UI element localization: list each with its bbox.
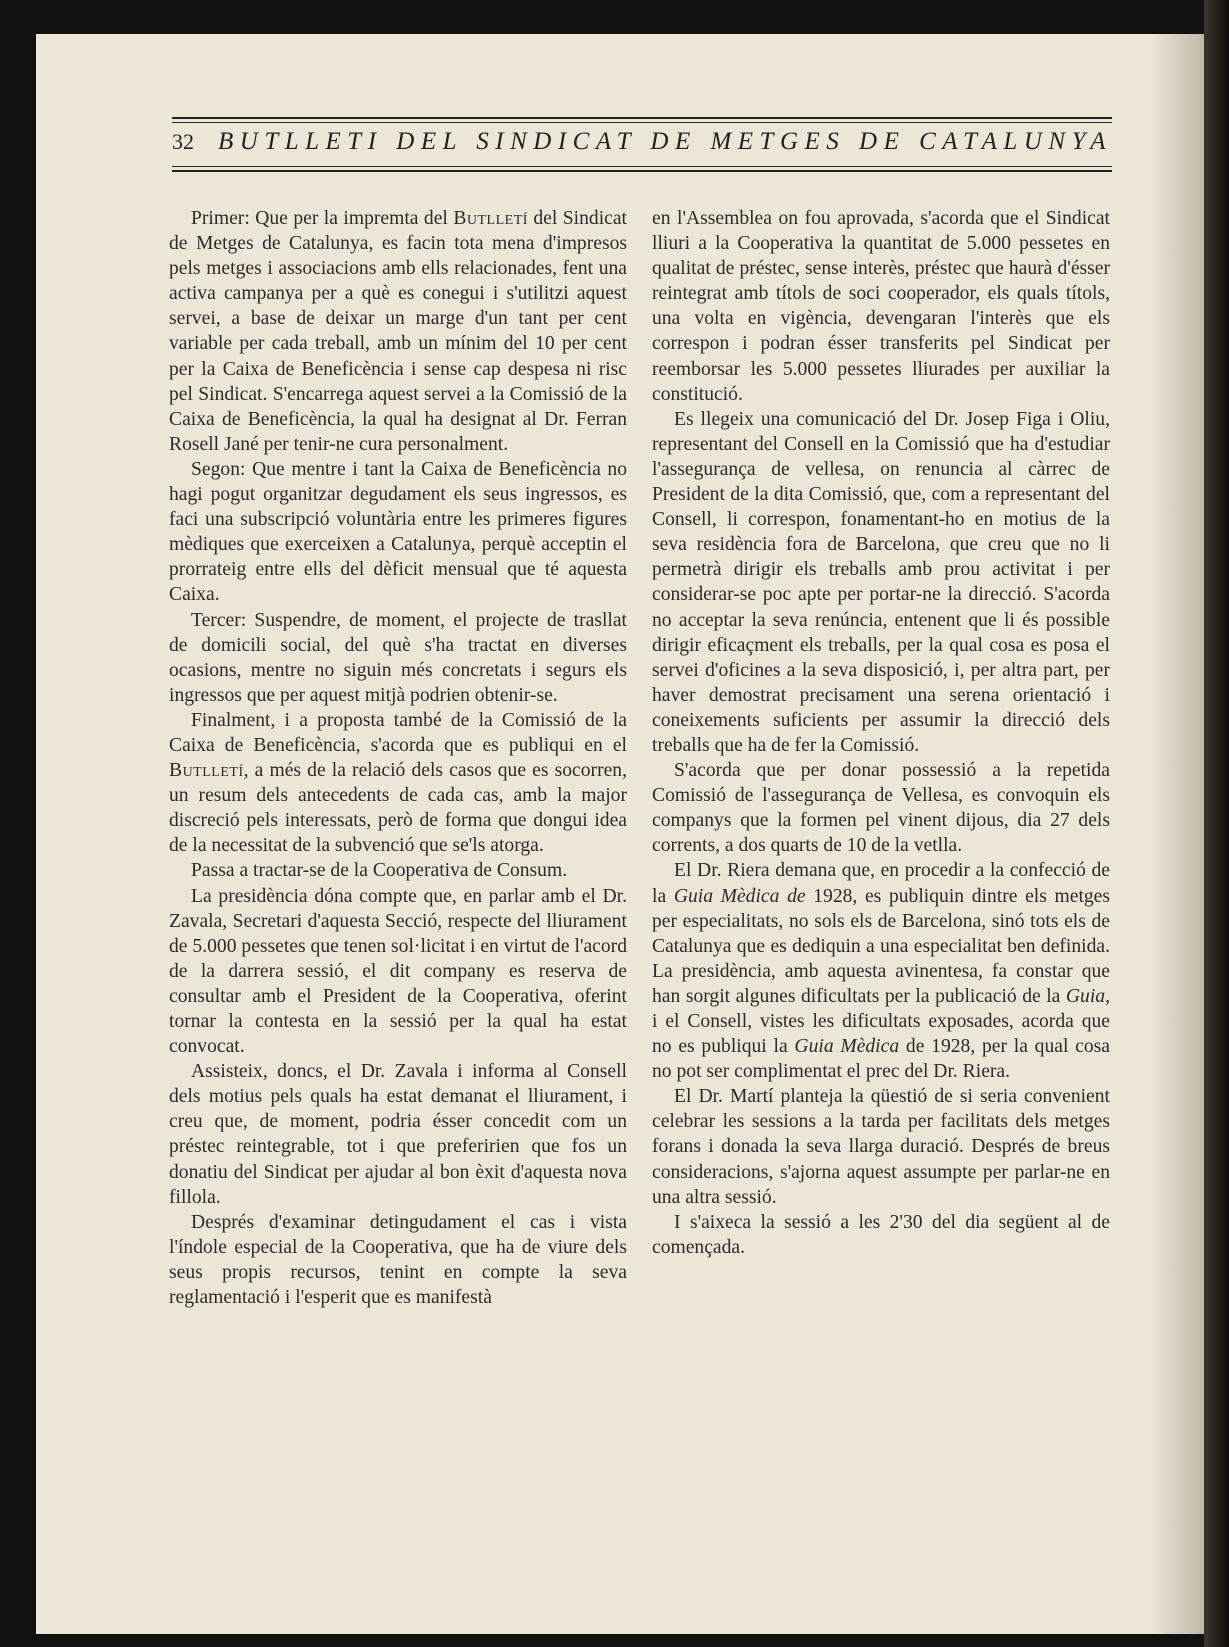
header-rule-top-1: [172, 117, 1112, 119]
right-column: [652, 206, 1110, 1260]
header-rule-top-2: [172, 122, 1112, 123]
page-number: 32: [172, 129, 194, 154]
paragraph-aixeca: I s'aixeca la sessió a les 2'30 del dia següent al de començada.: [652, 1211, 1110, 1258]
paragraph-assemblea: en l'Assemblea on fou aprovada, s'acorda que el Sindicat lliuri a la Cooperativa la quantitat de 5.000 pessetes en qualitat de préstec, sense interès, préstec que haurà d'ésser reintegrat amb títols de soci cooperador, els quals títols, una volta en vigència, devengaran l'interès que els correspon i podran ésser transferits pel Sindicat per reemborsar les 5.000 pessetes lliurades per auxiliar la constitució.: [652, 208, 1110, 405]
paragraph-tercer: [169, 608, 627, 708]
paragraph-cooperativa: Passa a tractar-se de la Cooperativa de Consum.: [191, 860, 568, 882]
label-tercer: Tercer:: [191, 609, 247, 631]
paragraph-finalment: [169, 708, 627, 859]
italic-guia: Guia,: [1065, 985, 1110, 1007]
label-primer: Primer:: [191, 208, 250, 229]
text-span: Finalment, i a proposta també de la Comissió de la Caixa de Beneficència, s'acorda que es publiqui en el: [169, 709, 627, 756]
paragraph-marti: El Dr. Martí planteja la qüestió de si seria convenient celebrar les sessions a la tarda per facilitats dels metges forans i donada la seva llarga duració. Després de breus consideracions, s'ajorna aquest assumpte per parlar-ne en una altra sessió.: [652, 1086, 1110, 1208]
page-spine-shadow: [1150, 34, 1204, 1634]
text-span: Suspendre, de moment, el projecte de trasllat de domicili social, del què s'ha tractat en diverses ocasions, mentre no siguin més concretats i segurs els ingressos que per aquest mitjà podrien obtenir-se.: [169, 609, 627, 706]
paragraph-figa: Es llegeix una comunicació del Dr. Josep Figa i Oliu, representant del Consell en la Comissió que ha d'estudiar l'assegurança de vellesa, on renuncia al càrrec de President de la dita Comissió, que, com a representant del Consell, li correspon, fonamentant-ho en motius de la seva residència fora de Barcelona, que creu que no li permetrà dirigir els treballs amb prou activitat i per considerar-se poc apte per portar-ne la direcció. S'acorda no acceptar la seva renúncia, entenent que li és possible dirigir eficaçment els treballs, per la qual cosa es posa el servei d'oficines a la seva disposició, i, per altra part, per haver demostrat precisament una serena orientació i coneixements suficients per assumir la direcció dels treballs que ha de fer la Comissió.: [652, 408, 1110, 756]
text-span: Que mentre i tant la Caixa de Beneficència no hagi pogut organitzar degudament els seus ingressos, es faci una subscripció voluntària entre les primeres figures mèdiques que exerceixen a Catalunya, perquè acceptin el prorrateig entre ells del dèficit mensual que té aquesta Caixa.: [169, 458, 627, 606]
paragraph-segon: [169, 457, 627, 608]
paragraph-riera: [652, 858, 1110, 1084]
header-rule-bottom-1: [172, 166, 1112, 167]
text-span: Que per la impremta del: [255, 208, 448, 229]
butlleti-smallcaps: Butlletí: [169, 760, 244, 782]
paragraph-possessio: S'acorda que per donar possessió a la repetida Comissió de l'assegurança de Vellesa, es convoquin els companys que la formen pel vinent dijous, dia 27 dels corrents, a dos quarts de 10 de la vetlla.: [652, 760, 1110, 857]
italic-guia-medica: Guia Mèdica de: [673, 885, 806, 907]
left-column: [169, 206, 627, 1310]
paragraph-despres: Després d'examinar detingudament el cas i vista l'índole especial de la Cooperativa, que ha de viure dels seus propis recursos, tenint en compte la seva reglamentació i l'esperit que es manifestà: [169, 1211, 627, 1309]
book-edge: [1204, 0, 1229, 1647]
paragraph-primer: [169, 206, 627, 457]
text-span: El Dr. Riera demana que, en procedir a la confecció de la: [652, 860, 1110, 907]
italic-guia-medica: Guia Mèdica: [794, 1036, 900, 1058]
label-segon: Segon:: [191, 458, 246, 480]
text-span: de 1928, per la qual cosa no pot ser complimentat el prec del Dr. Riera.: [652, 1036, 1110, 1083]
text-span: i el Consell, vistes les dificultats exposades, acorda que no es publiqui la: [652, 1011, 1110, 1058]
text-span: del Sindicat de Metges de Catalunya, es facin tota mena d'impresos pels metges i associacions amb ells relacionades, fent una activa campanya per a què es conegui i s'utilitzi aquest servei, a base de deixar un marge d'un tant per cent variable per cada treball, amb un mínim del 10 per cent per la Caixa de Beneficència i sense cap despesa ni risc pel Sindicat. S'encarrega aquest servei a la Comissió de la Caixa de Beneficència, la qual ha designat al Dr. Ferran Rosell Jané per tenir-ne cura personalment.: [169, 208, 627, 455]
running-header: [172, 128, 1112, 162]
paragraph-assisteix: Assisteix, doncs, el Dr. Zavala i informa al Consell dels motius pels quals ha estat demanat el lliurament, i creu que, de moment, podria ésser concedit com un préstec reintegrable, tot i que preferirien que fos un donatiu del Sindicat per ajudar al bon èxit d'aquesta nova fillola.: [169, 1061, 627, 1208]
text-span: 1928, es publiquin dintre els metges per especialitats, no sols els de Barcelona, sinó tots els de Catalunya que es dediquin a una especialitat ben definida. La presidència, amb aquesta avinentesa, fa constar que han sorgit algunes dificultats per la publicació de la: [652, 885, 1111, 1007]
header-rule-bottom-2: [172, 170, 1112, 172]
paragraph-presidencia: La presidència dóna compte que, en parlar amb el Dr. Zavala, Secretari d'aquesta Secció, respecte del lliurament de 5.000 pessetes que tenen sol·licitat i en virtut de l'acord de la darrera sessió, el dit company es reserva de consultar amb el President de la Cooperativa, oferint tornar la contesta en la sessió per la qual ha estat convocat.: [169, 885, 627, 1058]
text-span: , a més de la relació dels casos que es socorren, un resum dels antecedents de cada cas, amb la major discreció pels interessats, però de forma que dongui idea de la necessitat de la subvenció que se'ls atorga.: [169, 760, 627, 857]
running-title: BUTLLETI DEL SINDICAT DE METGES DE CATALUNYA: [218, 128, 1112, 155]
butlleti-smallcaps: Butlletí: [453, 208, 528, 229]
